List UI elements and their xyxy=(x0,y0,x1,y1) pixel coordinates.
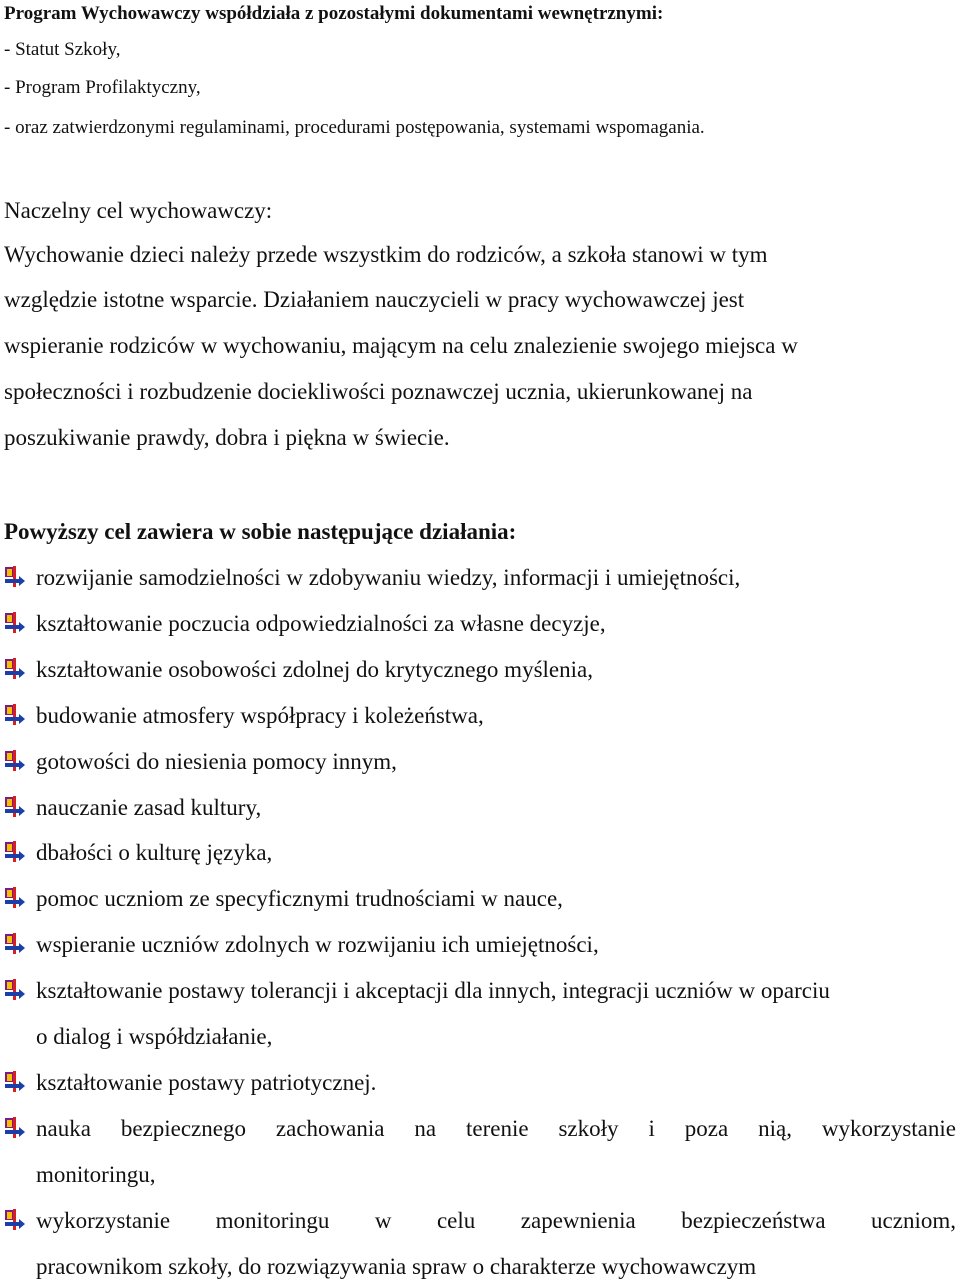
intro-heading: Program Wychowawczy współdziała z pozostałymi dokumentami wewnętrznymi: xyxy=(4,3,664,24)
action-item-line: rozwijanie samodzielności w zdobywaniu wiedzy, informacji i umiejętności, xyxy=(36,565,741,590)
action-item-line: monitoringu, xyxy=(36,1161,156,1187)
colored-arrow-bullet-icon xyxy=(4,704,26,726)
main-goal-line: poszukiwanie prawdy, dobra i piękna w świecie. xyxy=(4,425,450,450)
main-goal-line: względzie istotne wsparcie. Działaniem nauczycieli w pracy wychowawczej jest xyxy=(4,287,745,312)
action-item-line: nauka bezpiecznego zachowania na terenie szkoły i poza nią, wykorzystanie xyxy=(36,1115,956,1141)
main-goal-line: Wychowanie dzieci należy przede wszystkim do rodziców, a szkoła stanowi w tym xyxy=(4,242,768,267)
colored-arrow-bullet-icon xyxy=(4,612,26,634)
colored-arrow-bullet-icon xyxy=(4,979,26,1001)
colored-arrow-bullet-icon xyxy=(4,1209,26,1231)
colored-arrow-bullet-icon xyxy=(4,933,26,955)
action-item-line: budowanie atmosfery współpracy i koleżeństwa, xyxy=(36,702,484,728)
action-item-line: dbałości o kulturę języka, xyxy=(36,840,273,866)
colored-arrow-bullet-icon xyxy=(4,887,26,909)
main-goal-heading: Naczelny cel wychowawczy: xyxy=(4,198,273,223)
action-item-line: kształtowanie postawy tolerancji i akceptacji dla innych, integracji uczniów w oparciu xyxy=(36,978,830,1004)
action-item-line: kształtowanie osobowości zdolnej do krytycznego myślenia, xyxy=(36,656,593,682)
actions-heading: Powyższy cel zawiera w sobie następujące działania: xyxy=(4,519,517,544)
main-goal-line: społeczności i rozbudzenie dociekliwości poznawczej ucznia, ukierunkowanej na xyxy=(4,379,753,404)
intro-item-regulations: - oraz zatwierdzonymi regulaminami, procedurami postępowania, systemami wspomagania. xyxy=(4,117,705,138)
colored-arrow-bullet-icon xyxy=(4,1071,26,1093)
action-item-line: wspieranie uczniów zdolnych w rozwijaniu ich umiejętności, xyxy=(36,932,599,958)
colored-arrow-bullet-icon xyxy=(4,750,26,772)
intro-item-statute: - Statut Szkoły, xyxy=(4,39,121,60)
colored-arrow-bullet-icon xyxy=(4,796,26,818)
action-item-line: o dialog i współdziałanie, xyxy=(36,1024,273,1049)
action-item-line: kształtowanie postawy patriotycznej. xyxy=(36,1069,377,1095)
action-item-line: kształtowanie poczucia odpowiedzialności za własne decyzje, xyxy=(36,610,606,636)
intro-item-prevention-program: - Program Profilaktyczny, xyxy=(4,77,201,98)
colored-arrow-bullet-icon xyxy=(4,1117,26,1139)
action-item-line: wykorzystanie monitoringu w celu zapewnienia bezpieczeństwa uczniom, xyxy=(36,1207,956,1233)
action-item-line: nauczanie zasad kultury, xyxy=(36,794,262,820)
action-item-line: pomoc uczniom ze specyficznymi trudnościami w nauce, xyxy=(36,886,563,912)
action-item-line: gotowości do niesienia pomocy innym, xyxy=(36,748,397,774)
colored-arrow-bullet-icon xyxy=(4,841,26,863)
action-item-line: pracownikom szkoły, do rozwiązywania spraw o charakterze wychowawczym xyxy=(36,1253,757,1279)
colored-arrow-bullet-icon xyxy=(4,658,26,680)
colored-arrow-bullet-icon xyxy=(4,566,26,588)
main-goal-line: wspieranie rodziców w wychowaniu, mającym na celu znalezienie swojego miejsca w xyxy=(4,333,798,358)
